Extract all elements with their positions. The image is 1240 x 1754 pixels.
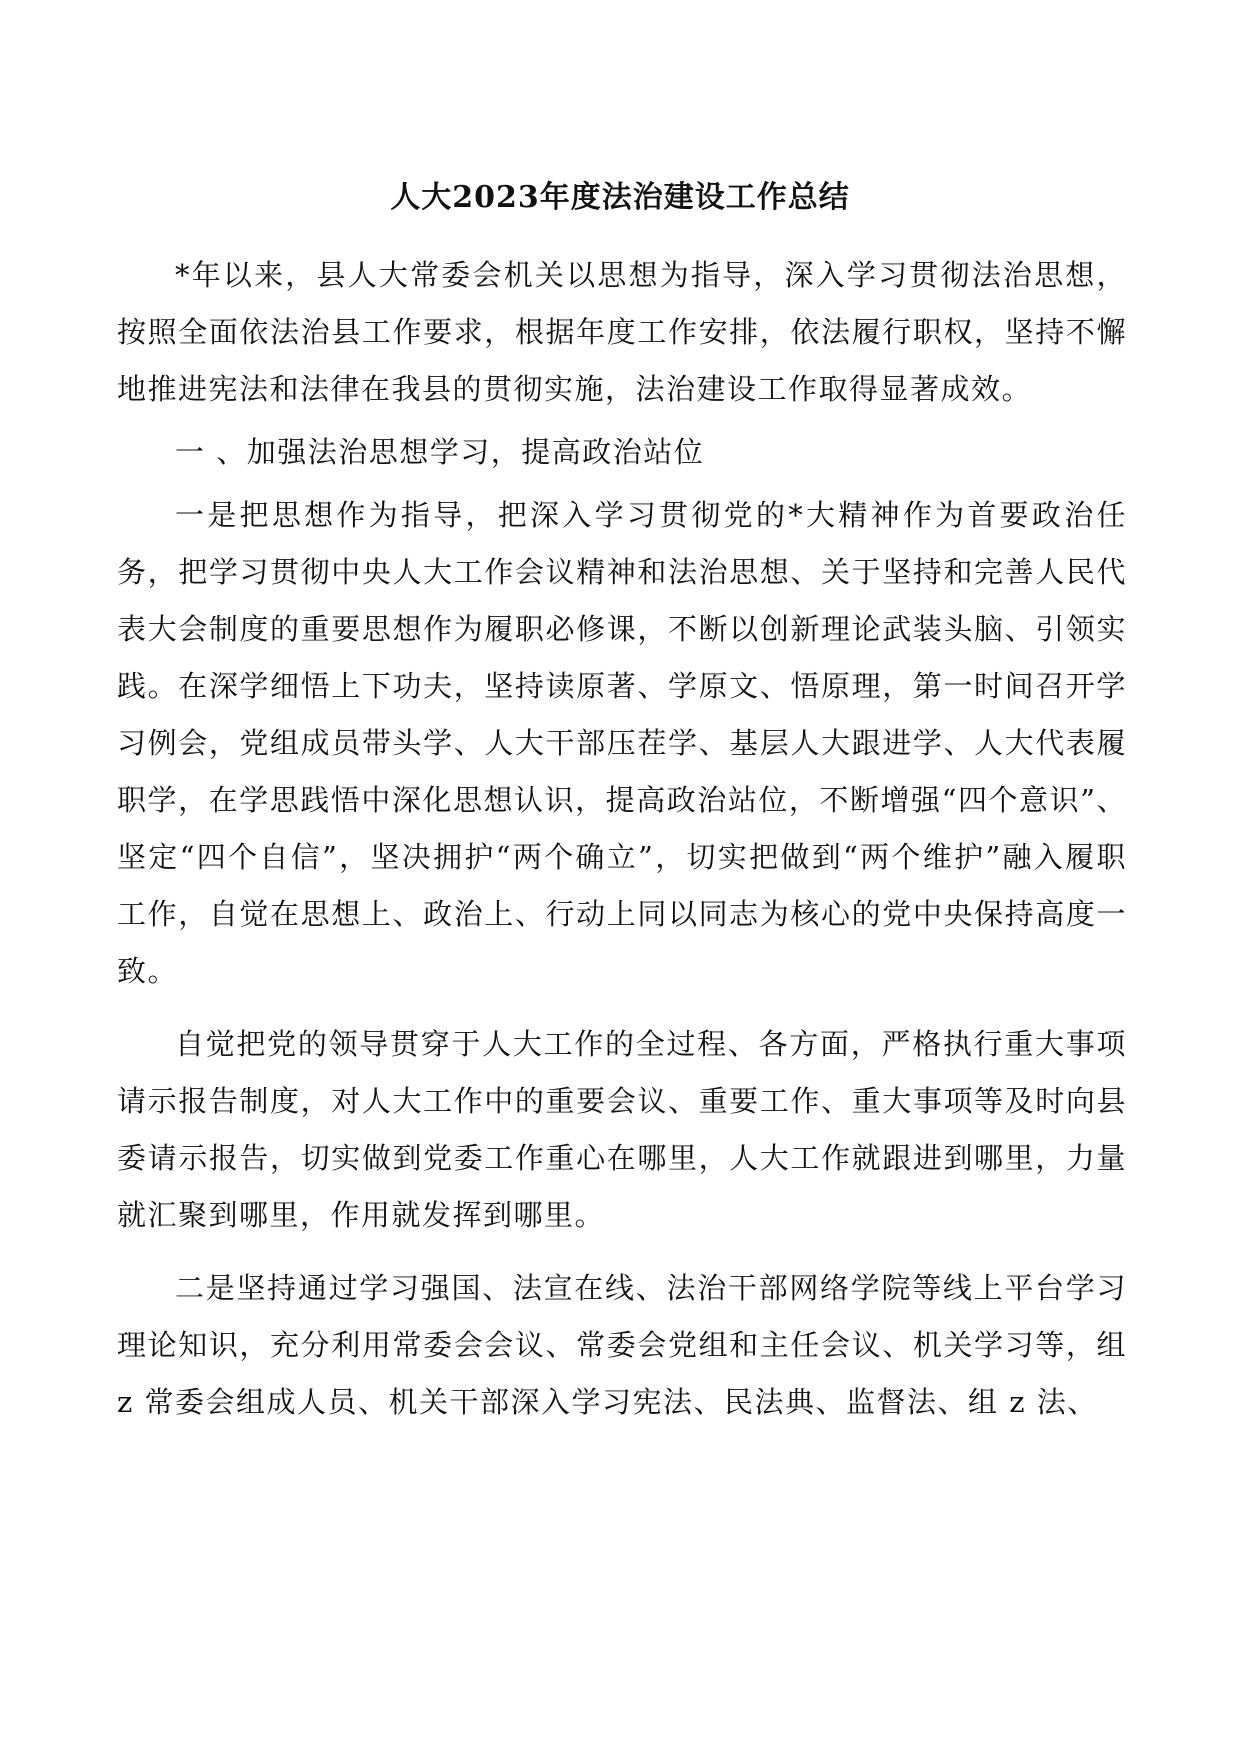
body-paragraph-1: 一是把思想作为指导，把深入学习贯彻党的*大精神作为首要政治任务，把学习贯彻中央人大工作会议精神和法治思想、关于坚持和完善人民代表大会制度的重要思想作为履职必修课，不断以创新理论武装头脑、引领实践。在深学细悟上下功夫，坚持读原著、学原文、悟原理，第一时间召开学习例会，党组成员带头学、人大干部压茬学、基层人大跟进学、人大代表履职学，在学思践悟中深化思想认识，提高政治站位，不断增强“四个意识”、坚定“四个自信”，坚决拥护“两个确立”，切实把做到“两个维护”融入履职工作，自觉在思想上、政治上、行动上同以同志为核心的党中央保持高度一致。 bbox=[117, 498, 1127, 988]
body-paragraph-2: 自觉把党的领导贯穿于人大工作的全过程、各方面，严格执行重大事项请示报告制度，对人大工作中的重要会议、重要工作、重大事项等及时向县委请示报告，切实做到党委工作重心在哪里，人大工作就跟进到哪里，力量就汇聚到哪里，作用就发挥到哪里。 bbox=[117, 1027, 1127, 1232]
section-heading-1: 一 、加强法治思想学习，提高政治站位 bbox=[175, 435, 705, 469]
document-title: 人大2023年度法治建设工作总结 bbox=[390, 180, 850, 215]
intro-paragraph: *年以来，县人大常委会机关以思想为指导，深入学习贯彻法治思想，按照全面依法治县工作要求，根据年度工作安排，依法履行职权，坚持不懈地推进宪法和法律在我县的贯彻实施，法治建设工作取得显著成效。 bbox=[117, 258, 1127, 406]
document-body bbox=[117, 247, 1127, 1431]
body-paragraph-3: 二是坚持通过学习强国、法宣在线、法治干部网络学院等线上平台学习理论知识，充分利用常委会会议、常委会党组和主任会议、机关学习等，组 z 常委会组成人员、机关干部深入学习宪法、民法典、监督法、组 z 法、 bbox=[117, 1271, 1127, 1419]
